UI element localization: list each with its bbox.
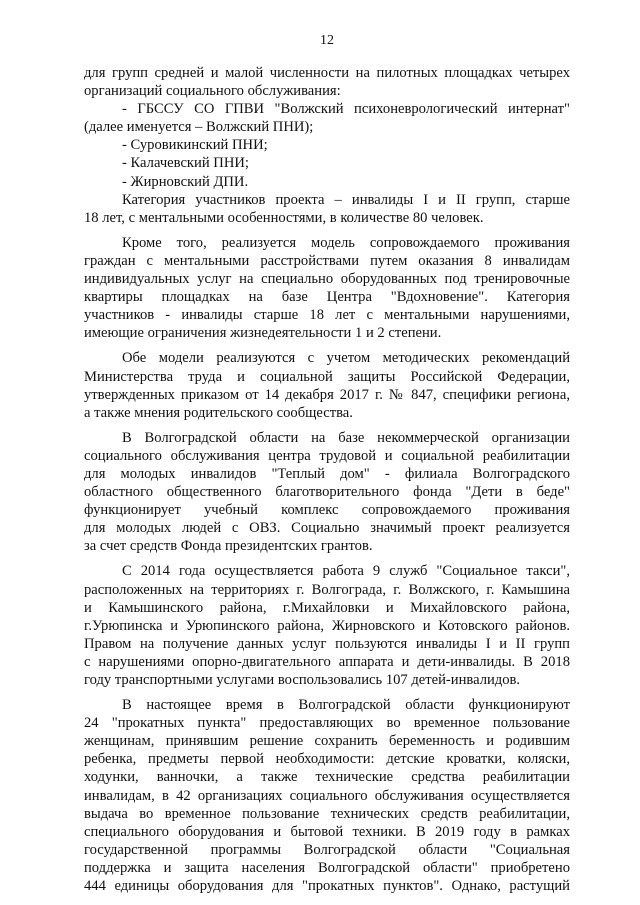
paragraph-gap (84, 555, 570, 562)
text-line: 24 "прокатных пункта" предоставляющих во временное пользование (84, 715, 570, 732)
text-line: Кроме того, реализуется модель сопровождаемого проживания (122, 234, 570, 251)
page-number: 12 (320, 33, 334, 48)
text-line: социального обслуживания центра трудовой и социальной реабилитации (84, 447, 570, 464)
text-line: - Калачевский ПНИ; (122, 155, 249, 172)
text-line: функционирует учебный комплекс сопровождаемого проживания (84, 502, 570, 519)
text-line: граждан с ментальными расстройствами путем оказания 8 инвалидам (84, 252, 570, 269)
text-line: организаций социального обслуживания: (84, 83, 341, 100)
text-line: (далее именуется – Волжский ПНИ); (84, 119, 314, 136)
text-line: 444 единицы оборудования для "прокатных пунктов". Однако, растущий (84, 878, 570, 895)
paragraph-gap (84, 227, 570, 234)
text-line: участников - инвалиды старше 18 лет с ментальными нарушениями, (84, 307, 570, 324)
text-line: - Жирновский ДПИ. (122, 173, 249, 190)
text-line: с нарушениями опорно-двигательного аппарата и дети-инвалиды. В 2018 (84, 653, 570, 670)
text-line: для молодых людей с ОВЗ. Социально значимый проект реализуется (84, 520, 570, 537)
text-line: Категория участников проекта – инвалиды I и II групп, старше (122, 191, 570, 208)
text-line: В настоящее время в Волгоградской области функционируют (122, 697, 570, 714)
text-line: для групп средней и малой численности на пилотных площадках четырех (84, 65, 570, 81)
text-line: расположенных на территориях г. Волгограда, г. Волжского, г. Камышина (84, 581, 570, 598)
text-line: и Камышинского района, г.Михайловки и Михайловского района, (84, 599, 570, 616)
text-line: утвержденных приказом от 14 декабря 2017 г. № 847, специфики региона, (84, 386, 570, 403)
text-line: квартиры площадках на базе Центра "Вдохновение". Категория (84, 289, 570, 306)
text-line: областного общественного благотворительного фонда "Дети в беде" (84, 484, 570, 501)
text-line: - ГБССУ СО ГПВИ "Волжский психоневрологический интернат" (122, 101, 570, 118)
text-line: государственной программы Волгоградской области "Социальная (84, 841, 570, 858)
text-line: женщинам, принявшим решение сохранить беременность и родившим (84, 733, 570, 750)
text-line: за счет средств Фонда президентских грантов. (84, 538, 373, 555)
text-line: выдача во временное пользование технических средств реабилитации, (84, 805, 570, 822)
text-line: специального оборудования и бытовой техники. В 2019 году в рамках (84, 823, 570, 840)
text-line: году транспортными услугами воспользовались 107 детей-инвалидов. (84, 672, 521, 688)
text-line: 18 лет, с ментальными особенностями, в количестве 80 человек. (84, 209, 484, 226)
text-line: инвалидам, в 42 организациях социального обслуживания осуществляется (84, 787, 570, 804)
text-line: поддержка и защита населения Волгоградской области" приобретено (84, 859, 570, 876)
text-line: Правом на получение данных услуг пользуются инвалиды I и II групп (84, 635, 570, 652)
text-line: Обе модели реализуются с учетом методических рекомендаций (122, 350, 570, 367)
text-line: ходунки, ванночки, а также технические средства реабилитации (84, 769, 570, 786)
text-line: Министерства труда и социальной защиты Российской Федерации, (84, 368, 570, 385)
text-line: ребенка, предметы первой необходимости: детские кроватки, коляски, (84, 751, 570, 768)
text-line: - Суровикинский ПНИ; (122, 137, 268, 154)
text-line: имеющие ограничения жизнедеятельности 1 и 2 степени. (84, 325, 442, 342)
document-body (84, 64, 570, 895)
text-line: а также мнения родительского сообщества. (84, 404, 353, 421)
text-line: для молодых инвалидов "Теплый дом" - филиала Волгоградского (84, 465, 570, 482)
paragraph-gap (84, 422, 570, 429)
paragraph-gap (84, 689, 570, 696)
text-line: В Волгоградской области на базе некоммерческой организации (122, 429, 570, 446)
text-line: индивидуальных услуг на специально оборудованных под тренировочные (84, 271, 570, 288)
paragraph-gap (84, 342, 570, 349)
text-line: С 2014 года осуществляется работа 9 служб "Социальное такси", (122, 563, 570, 580)
text-line: г.Урюпинска и Урюпинского района, Жирновского и Котовского районов. (84, 617, 570, 634)
